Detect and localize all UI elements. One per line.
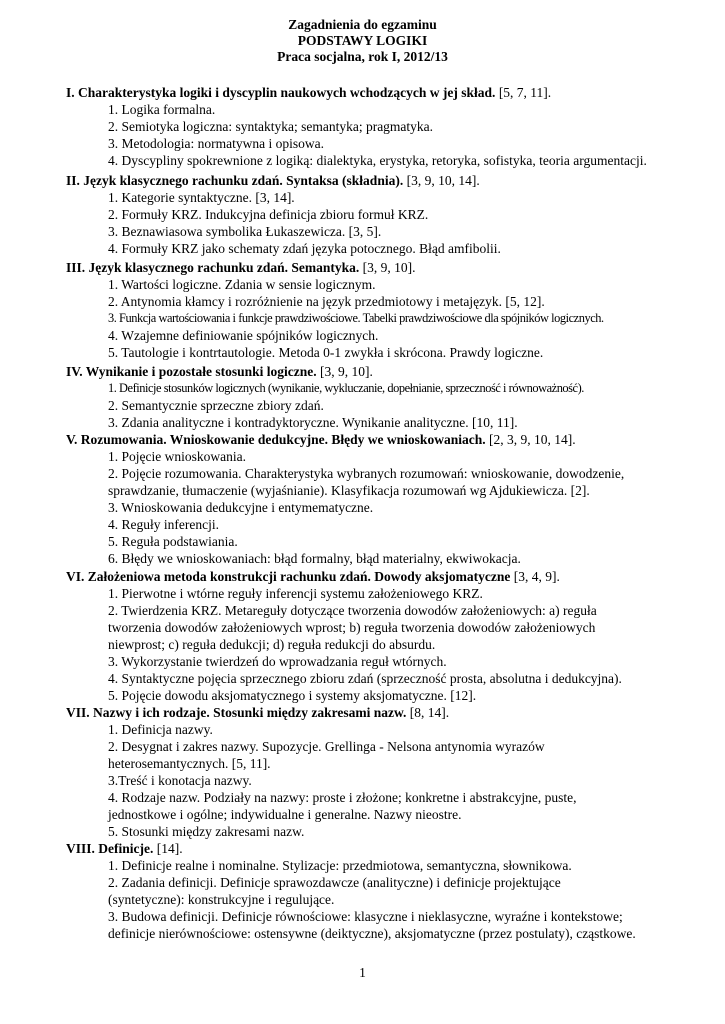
topic-item: 1. Pierwotne i wtórne reguły inferencji systemu założeniowego KRZ.: [108, 586, 483, 601]
topic-item: 1. Pojęcie wnioskowania.: [108, 449, 246, 464]
topic-item: 4. Wzajemne definiowanie spójników logicznych.: [108, 328, 379, 343]
section-heading-refs: [14].: [153, 841, 183, 856]
topic-item: 3. Wnioskowania dedukcyjne i entymematyczne.: [108, 500, 374, 515]
section-heading: [66, 431, 576, 448]
section-heading: [66, 259, 416, 276]
topic-item-continuation: sprawdzanie, tłumaczenie (wyjaśnianie). Klasyfikacja rozumowań wg Ajdukiewicza. [2].: [108, 483, 590, 498]
section-heading: [66, 568, 560, 585]
topic-item: 2. Semantycznie sprzeczne zbiory zdań.: [108, 398, 324, 413]
section-heading: [66, 704, 449, 721]
topic-item: 1. Logika formalna.: [108, 102, 216, 117]
section-heading-refs: [8, 14].: [406, 705, 450, 720]
topic-item: 2. Semiotyka logiczna: syntaktyka; semantyka; pragmatyka.: [108, 119, 434, 134]
topic-item: 1. Definicje realne i nominalne. Stylizacje: przedmiotowa, semantyczna, słownikowa.: [108, 858, 572, 873]
topic-item-continuation: definicje nierównościowe: ostensywne (deiktyczne), aksjomatyczne (przez postulaty), cząstkowe.: [108, 926, 636, 941]
section-heading-title: IV. Wynikanie i pozostałe stosunki logiczne.: [66, 364, 317, 379]
topic-item: 4. Syntaktyczne pojęcia sprzecznego zbioru zdań (sprzeczność prosta, absolutna i dedukcyjna).: [108, 671, 622, 686]
section-heading: [66, 84, 551, 101]
topic-item: 2. Antynomia kłamcy i rozróżnienie na język przedmiotowy i metajęzyk. [5, 12].: [108, 294, 545, 309]
section-heading-refs: [3, 9, 10].: [316, 364, 373, 379]
topic-item: 3. Wykorzystanie twierdzeń do wprowadzania reguł wtórnych.: [108, 654, 447, 669]
topic-item: 2. Twierdzenia KRZ. Metareguły dotyczące tworzenia dowodów założeniowych: a) reguła: [108, 603, 597, 618]
section-heading: [66, 840, 183, 857]
course-title: PODSTAWY LOGIKI: [297, 33, 428, 48]
topic-item: 4. Formuły KRZ jako schematy zdań języka potocznego. Błąd amfibolii.: [108, 241, 501, 256]
topic-item: 6. Błędy we wnioskowaniach: błąd formalny, błąd materialny, ekwiwokacja.: [108, 551, 521, 566]
section-heading-refs: [5, 7, 11].: [495, 85, 552, 100]
topic-item: 4. Rodzaje nazw. Podziały na nazwy: proste i złożone; konkretne i abstrakcyjne, puste,: [108, 790, 577, 805]
topic-item-continuation: niewprost; c) reguła dedukcji; d) reguła redukcji do absurdu.: [108, 637, 436, 652]
section-heading-title: VII. Nazwy i ich rodzaje. Stosunki między zakresami nazw.: [66, 705, 407, 720]
section-heading-title: I. Charakterystyka logiki i dyscyplin naukowych wchodzących w jej skład.: [66, 85, 496, 100]
section-heading-title: VI. Założeniowa metoda konstrukcji rachunku zdań. Dowody aksjomatyczne: [66, 569, 511, 584]
course-subtitle: Praca socjalna, rok I, 2012/13: [277, 49, 448, 64]
topic-item: 2. Desygnat i zakres nazwy. Supozycje. Grellinga - Nelsona antynomia wyrazów: [108, 739, 545, 754]
topic-item: 5. Tautologie i kontrtautologie. Metoda 0-1 zwykła i skrócona. Prawdy logiczne.: [108, 345, 544, 360]
page-number: 1: [359, 965, 366, 980]
topic-item: 1. Definicja nazwy.: [108, 722, 213, 737]
topic-item-continuation: heterosemantycznych. [5, 11].: [108, 756, 271, 771]
section-heading-title: VIII. Definicje.: [66, 841, 154, 856]
topic-item: 2. Pojęcie rozumowania. Charakterystyka wybranych rozumowań: wnioskowanie, dowodzenie,: [108, 466, 625, 481]
topic-item: 2. Formuły KRZ. Indukcyjna definicja zbioru formuł KRZ.: [108, 207, 429, 222]
topic-item: 5. Pojęcie dowodu aksjomatycznego i systemy aksjomatyczne. [12].: [108, 688, 477, 703]
topic-item: 3. Metodologia: normatywna i opisowa.: [108, 136, 324, 151]
topic-item: 3. Zdania analityczne i kontradyktoryczne. Wynikanie analityczne. [10, 11].: [108, 415, 518, 430]
topic-item: 5. Reguła podstawiania.: [108, 534, 238, 549]
section-heading-title: II. Język klasycznego rachunku zdań. Syntaksa (składnia).: [66, 173, 404, 188]
section-heading: [66, 363, 373, 380]
topic-item: 3. Beznawiasowa symbolika Łukaszewicza. [3, 5].: [108, 224, 382, 239]
topic-item-continuation: tworzenia dowodów założeniowych wprost; b) reguła tworzenia dowodów założeniowych: [108, 620, 596, 635]
section-heading: [66, 172, 480, 189]
topic-item: 5. Stosunki między zakresami nazw.: [108, 824, 305, 839]
topic-item: 4. Dyscypliny spokrewnione z logiką: dialektyka, erystyka, retoryka, sofistyka, teoria argumentacji.: [108, 153, 647, 168]
topic-item: 2. Zadania definicji. Definicje sprawozdawcze (analityczne) i definicje projektujące: [108, 875, 561, 890]
topic-item: 3. Funkcja wartościowania i funkcje prawdziwościowe. Tabelki prawdziwościowe dla spójników logicznych.: [108, 311, 604, 325]
topic-item: 1. Definicje stosunków logicznych (wynikanie, wykluczanie, dopełnianie, sprzeczność i równoważność).: [108, 381, 584, 395]
doc-title: Zagadnienia do egzaminu: [288, 17, 437, 32]
section-heading-refs: [2, 3, 9, 10, 14].: [485, 432, 576, 447]
section-heading-refs: [3, 9, 10, 14].: [403, 173, 480, 188]
topic-item-continuation: jednostkowe i ogólne; indywidualne i generalne. Nazwy nieostre.: [108, 807, 462, 822]
topic-item-continuation: (syntetyczne): konstrukcyjne i regulujące.: [108, 892, 335, 907]
topic-item: 3. Budowa definicji. Definicje równościowe: klasyczne i nieklasyczne, wyraźne i kontekstowe;: [108, 909, 623, 924]
section-heading-title: V. Rozumowania. Wnioskowanie dedukcyjne. Błędy we wnioskowaniach.: [66, 432, 486, 447]
section-heading-refs: [3, 4, 9].: [510, 569, 560, 584]
topic-item: 1. Kategorie syntaktyczne. [3, 14].: [108, 190, 295, 205]
topic-item: 3.Treść i konotacja nazwy.: [108, 773, 252, 788]
section-heading-refs: [3, 9, 10].: [359, 260, 416, 275]
section-heading-title: III. Język klasycznego rachunku zdań. Semantyka.: [66, 260, 360, 275]
topic-item: 4. Reguły inferencji.: [108, 517, 219, 532]
topic-item: 1. Wartości logiczne. Zdania w sensie logicznym.: [108, 277, 376, 292]
